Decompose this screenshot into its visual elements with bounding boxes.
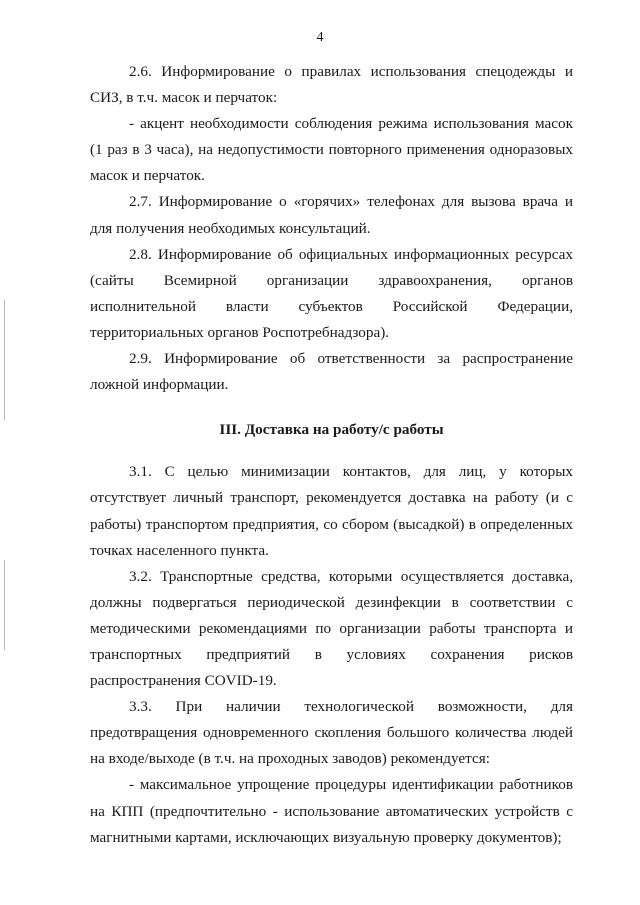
paragraph-2-7: 2.7. Информирование о «горячих» телефонах для вызова врача и для получения необходимых консультаций. bbox=[90, 193, 573, 237]
paragraph-3-3-item: - максимальное упрощение процедуры идентификации работников на КПП (предпочтительно - использование автоматических устройств с магнитными картами, исключающих визуальную проверку документов); bbox=[90, 776, 573, 846]
page-number: 4 bbox=[316, 30, 324, 45]
paragraph-3-1: 3.1. С целью минимизации контактов, для лиц, у которых отсутствует личный транспорт, рекомендуется доставка на работу (и с работы) транспортом предприятия, со сбором (высадкой) в определенных точках населенного пункта. bbox=[90, 463, 573, 559]
paragraph-3-2: 3.2. Транспортные средства, которыми осуществляется доставка, должны подвергаться периодической дезинфекции в соответствии с методическими рекомендациями по организации работы транспорта и транспортных предприятий в условиях сохранения рисков распространения COVID-19. bbox=[90, 567, 573, 690]
document-body bbox=[90, 59, 573, 851]
paragraph-3-3: 3.3. При наличии технологической возможности, для предотвращения одновременного скопления большого количества людей на входе/выходе (в т.ч. на проходных заводов) рекомендуется: bbox=[90, 698, 573, 768]
paragraph-2-6-item: - акцент необходимости соблюдения режима использования масок (1 раз в 3 часа), на недопустимости повторного применения одноразовых масок и перчаток. bbox=[90, 115, 573, 185]
scan-edge-mark bbox=[4, 300, 5, 420]
paragraph-2-8: 2.8. Информирование об официальных информационных ресурсах (сайты Всемирной организации здравоохранения, органов исполнительной власти субъектов Российской Федерации, территориальных органов Роспотребнадзора). bbox=[90, 245, 573, 341]
paragraph-2-9: 2.9. Информирование об ответственности за распространение ложной информации. bbox=[90, 350, 573, 394]
section-heading: III. Доставка на работу/с работы bbox=[219, 421, 444, 439]
paragraph-2-6: 2.6. Информирование о правилах использования спецодежды и СИЗ, в т.ч. масок и перчаток: bbox=[90, 63, 573, 107]
scan-edge-mark bbox=[4, 560, 5, 650]
